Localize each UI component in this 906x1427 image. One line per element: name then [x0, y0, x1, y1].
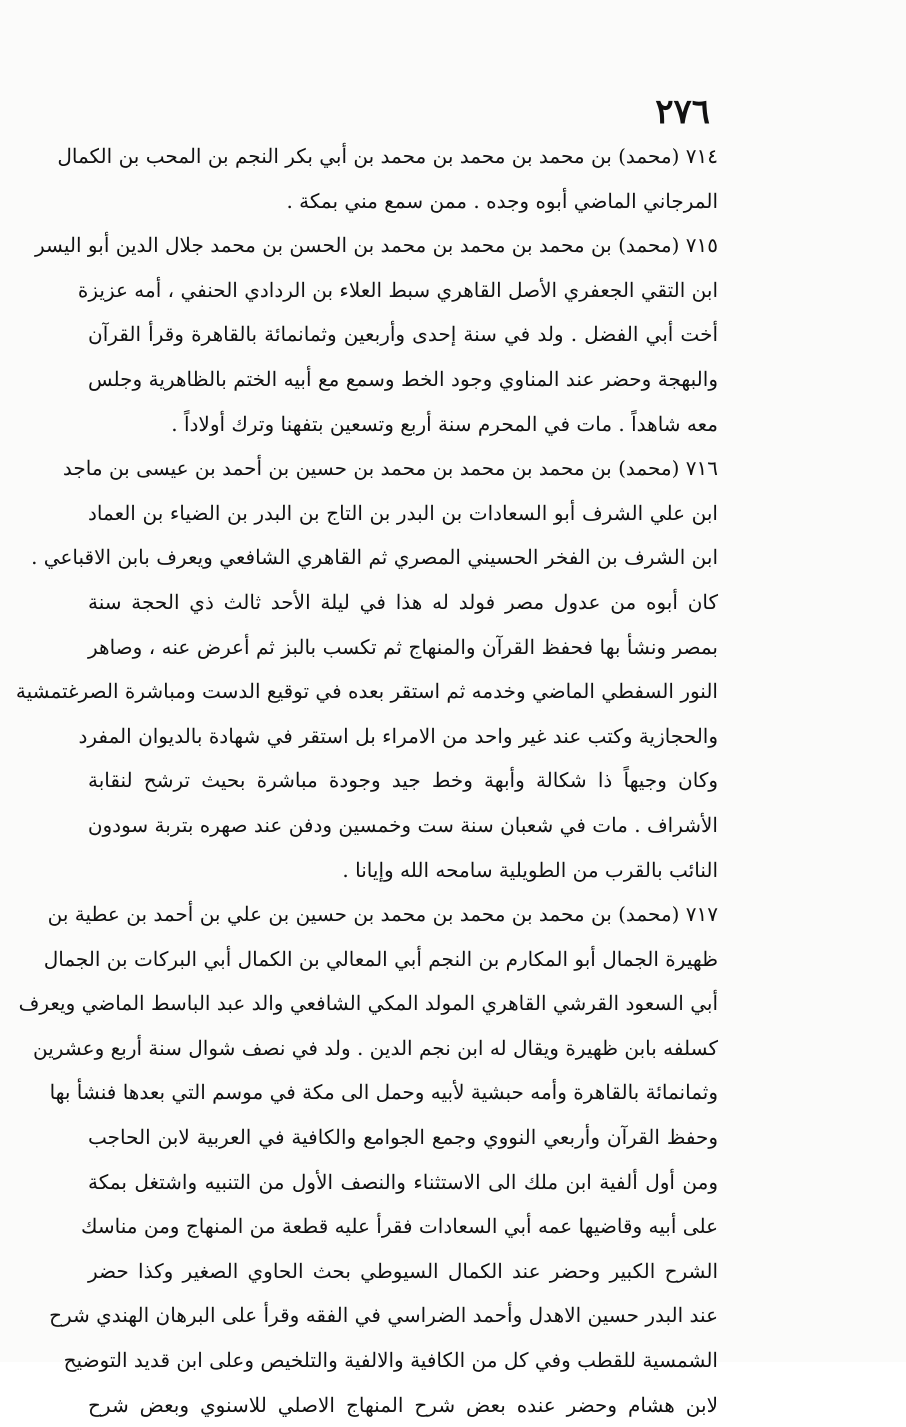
text-line: لابن هشام وحضر عنده بعض شرح المنهاج الاصلي للاسنوي وبعض شرح: [88, 1392, 718, 1417]
text-line: ٧١٧ (محمد) بن محمد بن محمد بن محمد بن حسين بن علي بن أحمد بن عطية بن: [47, 902, 718, 927]
page-number: ٢٧٦: [655, 92, 710, 132]
text-line: والحجازية وكتب عند غير واحد من الامراء بل استقر في شهادة بالديوان المفرد: [78, 723, 718, 748]
text-line: كسلفه بابن ظهيرة ويقال له ابن نجم الدين . ولد في نصف شوال سنة أربع وعشرين: [32, 1035, 718, 1060]
text-line: وحفظ القرآن وأربعي النووي وجمع الجوامع والكافية في العربية لابن الحاجب: [88, 1125, 718, 1150]
text-line: أبي السعود القرشي القاهري المولد المكي الشافعي والد عبد الباسط الماضي ويعرف: [18, 991, 718, 1016]
text-line: ابن التقي الجعفري الأصل القاهري سبط العلاء بن الردادي الحنفي ، أمه عزيزة: [77, 277, 718, 302]
text-line: المرجاني الماضي أبوه وجده . ممن سمع مني بمكة .: [286, 188, 718, 213]
text-line: معه شاهداً . مات في المحرم سنة أربع وتسعين بتفهنا وترك أولاداً .: [171, 411, 718, 436]
text-line: والبهجة وحضر عند المناوي وجود الخط وسمع مع أبيه الختم بالظاهرية وجلس: [88, 366, 718, 391]
text-line: ٧١٦ (محمد) بن محمد بن محمد بن محمد بن حسين بن أحمد بن عيسى بن ماجد: [62, 456, 718, 481]
text-line: ابن الشرف بن الفخر الحسيني المصري ثم القاهري الشافعي ويعرف بابن الاقباعي .: [31, 545, 718, 570]
text-line: وثمانمائة بالقاهرة وأمه حبشية لأبيه وحمل الى مكة في موسم التي بعدها فنشأ بها: [49, 1080, 718, 1105]
text-line: النائب بالقرب من الطويلية سامحه الله وإيانا .: [342, 857, 718, 882]
text-line: ٧١٥ (محمد) بن محمد بن محمد بن محمد بن الحسن بن محمد جلال الدين أبو اليسر: [35, 233, 718, 258]
text-line: على أبيه وقاضيها عمه أبي السعادات فقرأ عليه قطعة من المنهاج ومن مناسك: [81, 1214, 718, 1239]
text-line: ابن علي الشرف أبو السعادات بن البدر بن التاج بن البدر بن الضياء بن العماد: [88, 500, 718, 525]
text-line: ظهيرة الجمال أبو المكارم بن النجم أبي المعالي بن الكمال أبي البركات بن الجمال: [43, 946, 718, 971]
text-line: وكان وجيهاً ذا شكالة وأبهة وخط جيد وجودة مباشرة بحيث ترشح لنقابة: [88, 768, 718, 793]
text-line: بمصر ونشأ بها فحفظ القرآن والمنهاج ثم تكسب بالبز ثم أعرض عنه ، وصاهر: [88, 634, 718, 659]
text-line: كان أبوه من عدول مصر فولد له هذا في ليلة الأحد ثالث ذي الحجة سنة: [88, 589, 718, 614]
text-line: النور السفطي الماضي وخدمه ثم استقر بعده في توقيع الدست ومباشرة الصرغتمشية: [15, 679, 718, 704]
text-line: عند البدر حسين الاهدل وأحمد الضراسي في الفقه وقرأ على البرهان الهندي شرح: [49, 1303, 718, 1328]
text-line: الشرح الكبير وحضر عند الكمال السيوطي بحث الحاوي الصغير وكذا حضر: [88, 1258, 718, 1283]
text-line: ٧١٤ (محمد) بن محمد بن محمد بن محمد بن أبي بكر النجم بن المحب بن الكمال: [57, 144, 718, 168]
text-line: الأشراف . مات في شعبان سنة ست وخمسين ودفن عند صهره بتربة سودون: [87, 812, 718, 837]
body-text: [15, 134, 718, 1427]
text-line: ومن أول ألفية ابن ملك الى الاستثناء والنصف الأول من التنبيه واشتغل بمكة: [88, 1169, 718, 1194]
text-line: أخت أبي الفضل . ولد في سنة إحدى وأربعين وثمانمائة بالقاهرة وقرأ القرآن: [88, 322, 718, 347]
text-line: الشمسية للقطب وفي كل من الكافية والالفية والتلخيص وعلى ابن قديد التوضيح: [63, 1348, 718, 1373]
